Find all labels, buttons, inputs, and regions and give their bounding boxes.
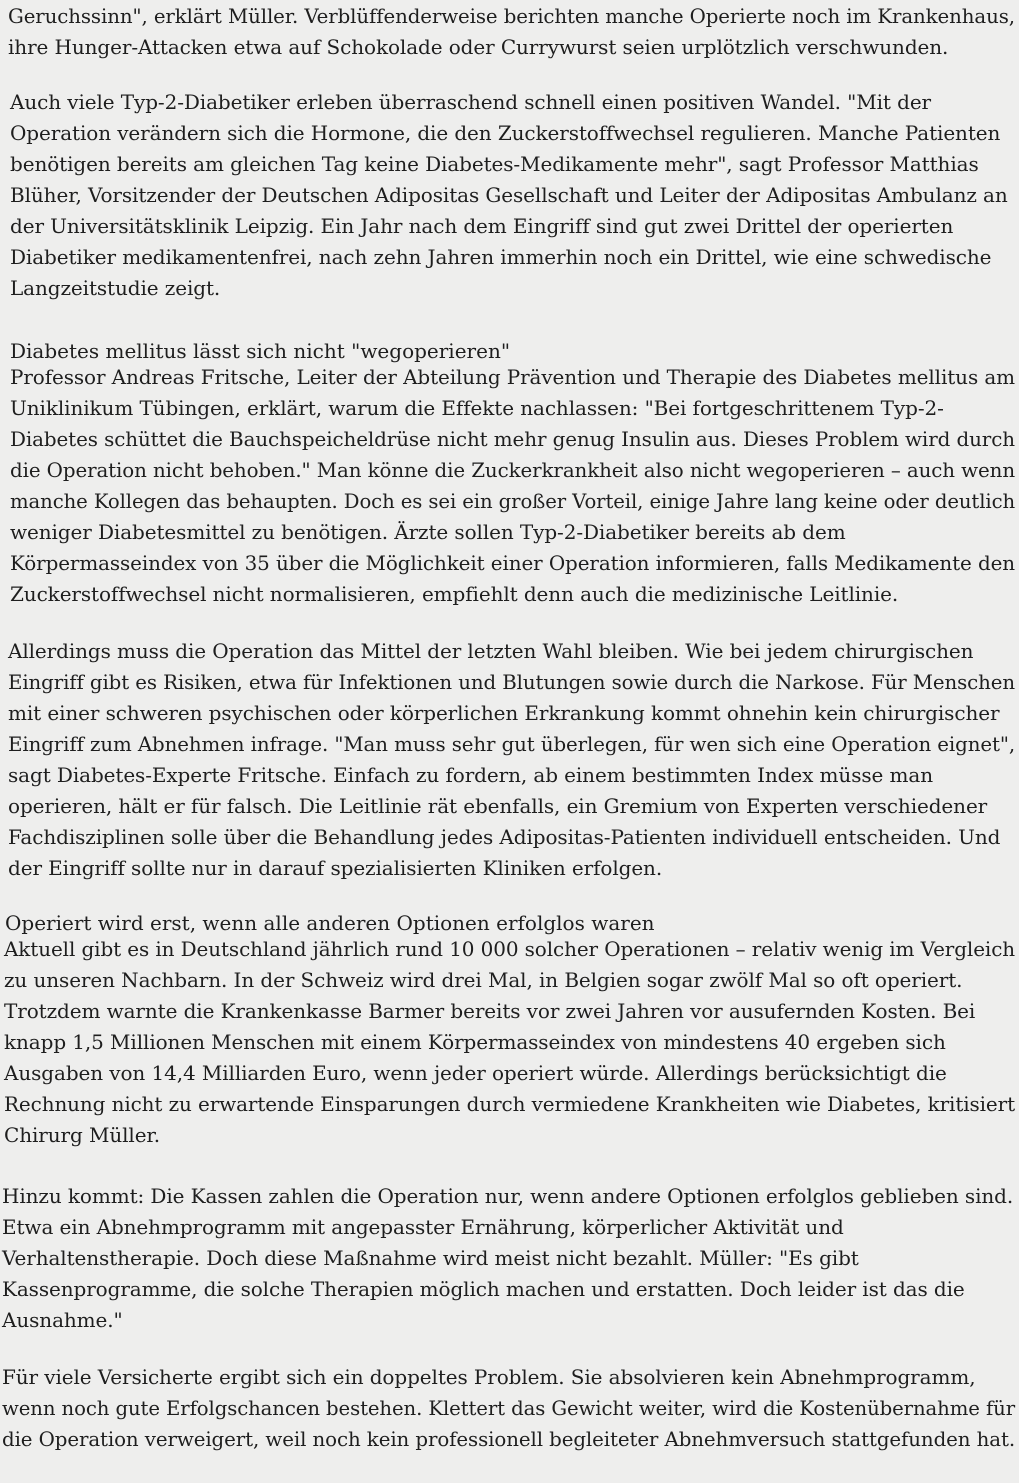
paragraph-1 [8, 1, 1019, 63]
text-line: der Universitätsklinik Leipzig. Ein Jahr nach dem Eingriff sind gut zwei Drittel der operierten [10, 214, 954, 238]
section-heading-1: Diabetes mellitus lässt sich nicht "wegoperieren" [10, 339, 511, 363]
paragraph-4 [8, 636, 1019, 884]
text-line: Eingriff zum Abnehmen infrage. "Man muss sehr gut überlegen, für wen sich eine Operation eignet", [8, 732, 1016, 756]
paragraph-2 [10, 87, 1008, 304]
text-line: manche Kollegen das behaupten. Doch es sei ein großer Vorteil, einige Jahre lang keine oder deutlich [10, 489, 1016, 513]
text-line: Trotzdem warnte die Krankenkasse Barmer bereits vor zwei Jahren vor ausufernden Kosten. Bei [4, 999, 976, 1023]
text-line: Für viele Versicherte ergibt sich ein doppeltes Problem. Sie absolvieren kein Abnehmprogramm, [2, 1365, 976, 1389]
text-line: Etwa ein Abnehmprogramm mit angepasster Ernährung, körperlicher Aktivität und [2, 1215, 844, 1239]
text-line: wenn noch gute Erfolgschancen bestehen. Klettert das Gewicht weiter, wird die Kostenübernahme für [2, 1396, 1016, 1420]
paragraph-7 [2, 1362, 1019, 1455]
section-heading-2: Operiert wird erst, wenn alle anderen Optionen erfolglos waren [5, 911, 655, 935]
paragraph-3 [10, 362, 1019, 610]
text-line: Körpermasseindex von 35 über die Möglichkeit einer Operation informieren, falls Medikamente den [10, 551, 1016, 575]
text-line: Allerdings muss die Operation das Mittel der letzten Wahl bleiben. Wie bei jedem chirurgischen [8, 639, 974, 663]
text-line: Ausnahme." [2, 1308, 123, 1332]
text-line: Kassenprogramme, die solche Therapien möglich machen und erstatten. Doch leider ist das die [2, 1277, 965, 1301]
text-line: Ausgaben von 14,4 Milliarden Euro, wenn jeder operiert würde. Allerdings berücksichtigt die [4, 1061, 947, 1085]
text-line: operieren, hält er für falsch. Die Leitlinie rät ebenfalls, ein Gremium von Experten verschiedener [8, 794, 988, 818]
text-line: Aktuell gibt es in Deutschland jährlich rund 10 000 solcher Operationen – relativ wenig im Vergleich [4, 937, 1016, 961]
text-line: Rechnung nicht zu erwartende Einsparungen durch vermiedene Krankheiten wie Diabetes, kritisiert [4, 1092, 1015, 1116]
text-line: sagt Diabetes-Experte Fritsche. Einfach zu fordern, ab einem bestimmten Index müsse man [8, 763, 933, 787]
text-line: Diabetiker medikamentenfrei, nach zehn Jahren immerhin noch ein Drittel, wie eine schwedische [10, 245, 992, 269]
paragraph-6 [2, 1181, 1013, 1336]
text-line: Zuckerstoffwechsel nicht normalisieren, empfiehlt denn auch die medizinische Leitlinie. [10, 582, 899, 606]
text-line: Eingriff gibt es Risiken, etwa für Infektionen und Blutungen sowie durch die Narkose. Für Menschen [8, 670, 1015, 694]
text-line: ihre Hunger-Attacken etwa auf Schokolade oder Currywurst seien urplötzlich verschwunden. [8, 35, 949, 59]
text-line: Langzeitstudie zeigt. [10, 276, 221, 300]
text-line: Operation verändern sich die Hormone, die den Zuckerstoffwechsel regulieren. Manche Patienten [10, 121, 1001, 145]
text-line: Hinzu kommt: Die Kassen zahlen die Operation nur, wenn andere Optionen erfolglos geblieben sind. [2, 1184, 1014, 1208]
text-line: Verhaltenstherapie. Doch diese Maßnahme wird meist nicht bezahlt. Müller: "Es gibt [2, 1246, 859, 1270]
text-line: Blüher, Vorsitzender der Deutschen Adipositas Gesellschaft und Leiter der Adipositas Ambulanz an [10, 183, 1008, 207]
text-line: mit einer schweren psychischen oder körperlichen Erkrankung kommt ohnehin kein chirurgischer [8, 701, 1000, 725]
text-line: der Eingriff sollte nur in darauf spezialisierten Kliniken erfolgen. [8, 856, 663, 880]
text-line: Professor Andreas Fritsche, Leiter der Abteilung Prävention und Therapie des Diabetes mellitus am [10, 365, 1016, 389]
text-line: Diabetes schüttet die Bauchspeicheldrüse nicht mehr genug Insulin aus. Dieses Problem wird durch [10, 427, 1015, 451]
text-line: die Operation nicht behoben." Man könne die Zuckerkrankheit also nicht wegoperieren – auch wenn [10, 458, 1016, 482]
text-line: benötigen bereits am gleichen Tag keine Diabetes-Medikamente mehr", sagt Professor Matthias [10, 152, 979, 176]
paragraph-5 [4, 934, 1018, 1151]
text-line: weniger Diabetesmittel zu benötigen. Ärzte sollen Typ-2-Diabetiker bereits ab dem [10, 520, 846, 544]
text-line: Geruchssinn", erklärt Müller. Verblüffenderweise berichten manche Operierte noch im Krankenhaus, [8, 4, 1015, 28]
text-line: Chirurg Müller. [4, 1123, 160, 1147]
text-line: die Operation verweigert, weil noch kein professionell begleiteter Abnehmversuch stattgefunden hat. [2, 1427, 1016, 1451]
text-line: zu unseren Nachbarn. In der Schweiz wird drei Mal, in Belgien sogar zwölf Mal so oft operiert. [4, 968, 963, 992]
text-line: knapp 1,5 Millionen Menschen mit einem Körpermasseindex von mindestens 40 ergeben sich [4, 1030, 946, 1054]
text-line: Auch viele Typ-2-Diabetiker erleben überraschend schnell einen positiven Wandel. "Mit der [10, 90, 932, 114]
text-line: Uniklinikum Tübingen, erklärt, warum die Effekte nachlassen: "Bei fortgeschrittenem Typ-2- [10, 396, 944, 420]
text-line: Fachdisziplinen solle über die Behandlung jedes Adipositas-Patienten individuell entscheiden. Und [8, 825, 1001, 849]
